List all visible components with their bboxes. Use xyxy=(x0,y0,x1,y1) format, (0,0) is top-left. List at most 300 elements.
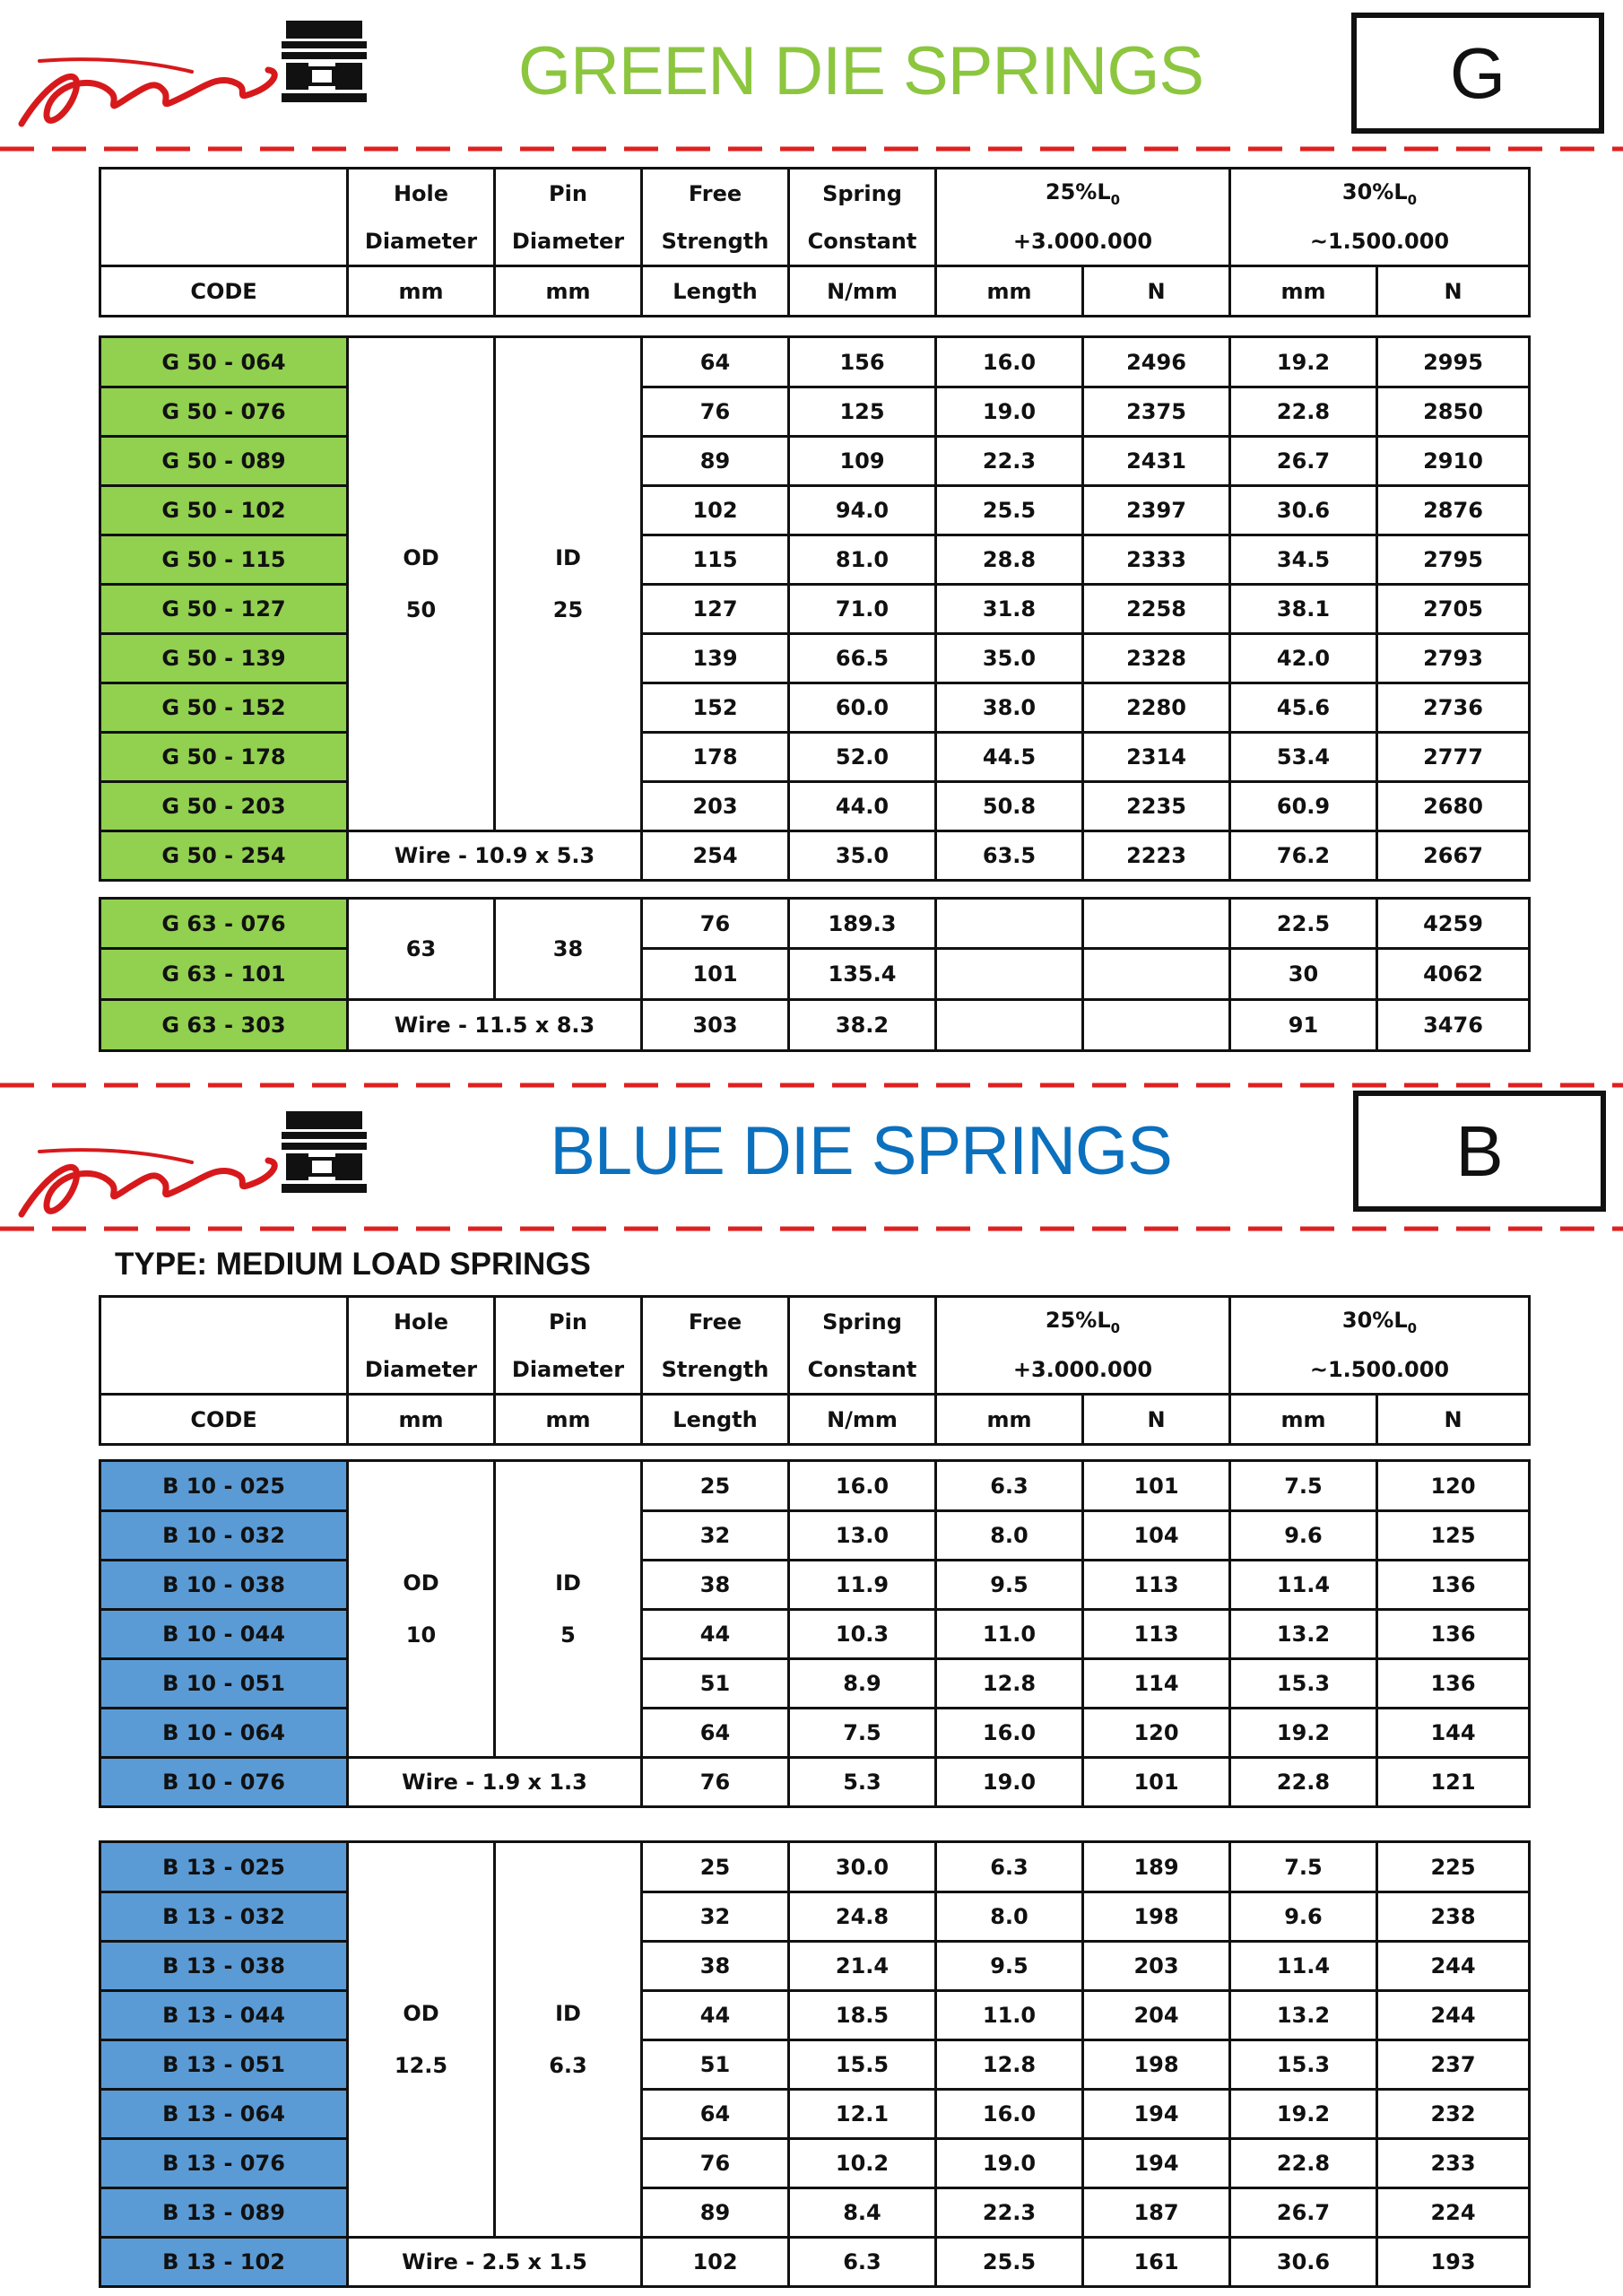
spring-code: G 50 - 089 xyxy=(100,437,348,486)
load-30-n: 233 xyxy=(1377,2139,1530,2188)
b10-table xyxy=(99,1459,1531,1808)
dashed-divider xyxy=(0,1080,1623,1091)
spring-code: G 63 - 076 xyxy=(100,899,348,949)
load-25-n: 104 xyxy=(1083,1511,1230,1561)
table-row xyxy=(100,1991,1530,2040)
load-30-n: 121 xyxy=(1377,1758,1530,1807)
deflection-25-mm xyxy=(936,1000,1083,1051)
free-length: 254 xyxy=(642,831,789,881)
diameter-label: ID xyxy=(555,2001,581,2026)
spring-code: G 50 - 064 xyxy=(100,337,348,387)
spring-code: G 63 - 101 xyxy=(100,949,348,1000)
load-25-n: 2258 xyxy=(1083,585,1230,634)
table-row xyxy=(100,437,1530,486)
pin-diameter xyxy=(495,1461,642,1758)
free-length: 51 xyxy=(642,1659,789,1709)
free-length: 115 xyxy=(642,535,789,585)
load-30-n: 2850 xyxy=(1377,387,1530,437)
wire-size: Wire - 2.5 x 1.5 xyxy=(348,2238,642,2287)
table-row xyxy=(100,585,1530,634)
spring-code: B 13 - 044 xyxy=(100,1991,348,2040)
deflection-30-mm: 45.6 xyxy=(1230,683,1377,733)
spring-constant: 16.0 xyxy=(789,1461,936,1511)
free-length: 64 xyxy=(642,337,789,387)
deflection-25-mm: 19.0 xyxy=(936,1758,1083,1807)
deflection-30-mm: 34.5 xyxy=(1230,535,1377,585)
deflection-25-mm: 22.3 xyxy=(936,2188,1083,2238)
deflection-30-mm: 9.6 xyxy=(1230,1511,1377,1561)
table-row xyxy=(100,486,1530,535)
free-length: 102 xyxy=(642,2238,789,2287)
spring-code: B 10 - 044 xyxy=(100,1610,348,1659)
spring-code: B 10 - 076 xyxy=(100,1758,348,1807)
diameter-value: 25 xyxy=(552,597,584,622)
load-30-n: 2876 xyxy=(1377,486,1530,535)
table-row xyxy=(100,949,1530,1000)
deflection-30-mm: 91 xyxy=(1230,1000,1377,1051)
spring-constant: 6.3 xyxy=(789,2238,936,2287)
spring-constant: 18.5 xyxy=(789,1991,936,2040)
load-25-n: 101 xyxy=(1083,1758,1230,1807)
hole-header: Hole xyxy=(348,1297,495,1346)
load-25-n: 2375 xyxy=(1083,387,1230,437)
load-25-n: 2333 xyxy=(1083,535,1230,585)
hole-diameter xyxy=(348,899,495,1000)
load-30-n: 120 xyxy=(1377,1461,1530,1511)
table-row xyxy=(100,1758,1530,1807)
deflection-25-mm: 12.8 xyxy=(936,2040,1083,2090)
spring-code: G 50 - 178 xyxy=(100,733,348,782)
spring-code: B 10 - 051 xyxy=(100,1659,348,1709)
diameter-value: 12.5 xyxy=(394,2053,448,2078)
deflection-25-mm: 22.3 xyxy=(936,437,1083,486)
spring-code: G 50 - 102 xyxy=(100,486,348,535)
deflection-25-mm: 8.0 xyxy=(936,1511,1083,1561)
deflection-30-mm: 11.4 xyxy=(1230,1942,1377,1991)
load-30-n: 2995 xyxy=(1377,337,1530,387)
brand-logo xyxy=(13,1098,389,1241)
free-length: 25 xyxy=(642,1842,789,1892)
unit: Length xyxy=(642,1395,789,1445)
hole-diameter xyxy=(348,337,495,831)
deflection-30-header: $30\%L_0$ xyxy=(1230,169,1530,218)
spring-code: B 13 - 064 xyxy=(100,2090,348,2139)
spring-constant: 10.3 xyxy=(789,1610,936,1659)
page-title: BLUE DIE SPRINGS xyxy=(550,1113,1172,1189)
diameter-value: 5 xyxy=(560,1622,576,1648)
load-25-n: 203 xyxy=(1083,1942,1230,1991)
table-row xyxy=(100,1000,1530,1051)
deflection-25-mm: 11.0 xyxy=(936,1991,1083,2040)
deflection-30-mm: 38.1 xyxy=(1230,585,1377,634)
free-length: 76 xyxy=(642,899,789,949)
deflection-25-mm: 28.8 xyxy=(936,535,1083,585)
header-blank xyxy=(100,1297,348,1346)
spring-constant: 44.0 xyxy=(789,782,936,831)
table-row xyxy=(100,831,1530,881)
diameter-label: ID xyxy=(555,1570,581,1596)
free-length: 76 xyxy=(642,1758,789,1807)
spring-code: B 13 - 076 xyxy=(100,2139,348,2188)
deflection-25-header: $25\%L_0$ xyxy=(936,1297,1230,1346)
deflection-25-mm: 19.0 xyxy=(936,387,1083,437)
hole-header-2: Diameter xyxy=(348,1345,495,1395)
code-header: CODE xyxy=(100,266,348,317)
spring-constant: 109 xyxy=(789,437,936,486)
cycles-25: +3.000.000 xyxy=(936,217,1230,266)
free-length: 32 xyxy=(642,1892,789,1942)
load-30-n: 244 xyxy=(1377,1991,1530,2040)
deflection-25-mm: 19.0 xyxy=(936,2139,1083,2188)
deflection-25-mm: 35.0 xyxy=(936,634,1083,683)
deflection-30-mm: 13.2 xyxy=(1230,1991,1377,2040)
free-length: 152 xyxy=(642,683,789,733)
spring-code: B 10 - 038 xyxy=(100,1561,348,1610)
load-30-n: 232 xyxy=(1377,2090,1530,2139)
spring-code: G 50 - 139 xyxy=(100,634,348,683)
free-header-2: Strength xyxy=(642,217,789,266)
hole-diameter xyxy=(348,1842,495,2238)
unit: mm xyxy=(348,1395,495,1445)
diameter-label: OD xyxy=(403,2001,439,2026)
deflection-30-mm: 30.6 xyxy=(1230,2238,1377,2287)
spring-constant: 30.0 xyxy=(789,1842,936,1892)
deflection-25-mm: 12.8 xyxy=(936,1659,1083,1709)
brand-logo xyxy=(13,7,389,151)
spring-constant: 52.0 xyxy=(789,733,936,782)
deflection-25-mm xyxy=(936,899,1083,949)
deflection-25-mm: 9.5 xyxy=(936,1561,1083,1610)
load-25-n: 2223 xyxy=(1083,831,1230,881)
free-length: 76 xyxy=(642,2139,789,2188)
table-row xyxy=(100,1511,1530,1561)
deflection-25-mm: 63.5 xyxy=(936,831,1083,881)
table-row xyxy=(100,1561,1530,1610)
series-badge: G xyxy=(1351,13,1604,134)
spring-code: G 50 - 152 xyxy=(100,683,348,733)
load-25-n: 2496 xyxy=(1083,337,1230,387)
diameter-value: 6.3 xyxy=(549,2053,587,2078)
unit: mm xyxy=(936,266,1083,317)
deflection-25-mm: 6.3 xyxy=(936,1461,1083,1511)
die-block-icon xyxy=(282,21,367,102)
load-25-n: 2280 xyxy=(1083,683,1230,733)
deflection-30-mm: 19.2 xyxy=(1230,337,1377,387)
spring-constant: 10.2 xyxy=(789,2139,936,2188)
deflection-25-mm: 50.8 xyxy=(936,782,1083,831)
dashed-divider xyxy=(0,1223,1623,1234)
spring-constant: 38.2 xyxy=(789,1000,936,1051)
spring-code: G 63 - 303 xyxy=(100,1000,348,1051)
wire-size: Wire - 10.9 x 5.3 xyxy=(348,831,642,881)
deflection-30-mm: 11.4 xyxy=(1230,1561,1377,1610)
deflection-30-mm: 22.8 xyxy=(1230,387,1377,437)
table-row xyxy=(100,634,1530,683)
free-length: 76 xyxy=(642,387,789,437)
spring-constant: 7.5 xyxy=(789,1709,936,1758)
diameter-label: OD xyxy=(403,545,439,570)
free-length: 38 xyxy=(642,1942,789,1991)
load-25-n: 161 xyxy=(1083,2238,1230,2287)
free-length: 32 xyxy=(642,1511,789,1561)
table-row xyxy=(100,1461,1530,1511)
deflection-30-mm: 7.5 xyxy=(1230,1461,1377,1511)
deflection-25-mm: 38.0 xyxy=(936,683,1083,733)
free-length: 25 xyxy=(642,1461,789,1511)
spring-header: Spring xyxy=(789,1297,936,1346)
deflection-30-mm: 15.3 xyxy=(1230,2040,1377,2090)
hole-diameter xyxy=(348,1461,495,1758)
free-header: Free xyxy=(642,1297,789,1346)
free-length: 64 xyxy=(642,2090,789,2139)
spring-code: B 13 - 102 xyxy=(100,2238,348,2287)
table-row xyxy=(100,1942,1530,1991)
green-section-header xyxy=(0,0,1623,152)
series-badge: B xyxy=(1353,1091,1606,1212)
load-30-n: 144 xyxy=(1377,1709,1530,1758)
deflection-30-mm: 26.7 xyxy=(1230,2188,1377,2238)
table-row xyxy=(100,337,1530,387)
diameter-value: 38 xyxy=(552,936,584,961)
spring-constant: 94.0 xyxy=(789,486,936,535)
spring-constant: 135.4 xyxy=(789,949,936,1000)
deflection-30-mm: 42.0 xyxy=(1230,634,1377,683)
page-title: GREEN DIE SPRINGS xyxy=(517,33,1204,109)
code-header: CODE xyxy=(100,1395,348,1445)
spring-constant: 81.0 xyxy=(789,535,936,585)
free-length: 89 xyxy=(642,437,789,486)
deflection-30-mm: 30.6 xyxy=(1230,486,1377,535)
table-row xyxy=(100,1709,1530,1758)
table-row xyxy=(100,899,1530,949)
free-length: 64 xyxy=(642,1709,789,1758)
header-blank xyxy=(100,169,348,218)
spring-constant: 35.0 xyxy=(789,831,936,881)
unit: N/mm xyxy=(789,1395,936,1445)
load-25-n: 114 xyxy=(1083,1659,1230,1709)
load-25-n: 187 xyxy=(1083,2188,1230,2238)
pin-header-2: Diameter xyxy=(495,217,642,266)
unit: mm xyxy=(495,1395,642,1445)
spring-constant: 15.5 xyxy=(789,2040,936,2090)
deflection-25-mm: 25.5 xyxy=(936,486,1083,535)
load-25-n: 189 xyxy=(1083,1842,1230,1892)
load-25-n xyxy=(1083,899,1230,949)
table-row xyxy=(100,1842,1530,1892)
blue-section-header xyxy=(0,1091,1623,1243)
deflection-25-mm: 31.8 xyxy=(936,585,1083,634)
load-25-n: 101 xyxy=(1083,1461,1230,1511)
free-length: 102 xyxy=(642,486,789,535)
table-row xyxy=(100,2040,1530,2090)
load-25-n: 2235 xyxy=(1083,782,1230,831)
spring-code: G 50 - 254 xyxy=(100,831,348,881)
unit: Length xyxy=(642,266,789,317)
table-row xyxy=(100,782,1530,831)
load-30-n: 136 xyxy=(1377,1659,1530,1709)
deflection-30-header: $30\%L_0$ xyxy=(1230,1297,1530,1346)
spring-code: B 10 - 064 xyxy=(100,1709,348,1758)
load-30-n: 2705 xyxy=(1377,585,1530,634)
unit: mm xyxy=(495,266,642,317)
spring-constant: 11.9 xyxy=(789,1561,936,1610)
table-row xyxy=(100,1892,1530,1942)
table-row xyxy=(100,535,1530,585)
free-length: 51 xyxy=(642,2040,789,2090)
deflection-30-mm: 22.8 xyxy=(1230,2139,1377,2188)
diameter-value: 50 xyxy=(405,597,437,622)
pin-header: Pin xyxy=(495,169,642,218)
wire-size: Wire - 11.5 x 8.3 xyxy=(348,1000,642,1051)
load-30-n: 224 xyxy=(1377,2188,1530,2238)
table-row xyxy=(100,733,1530,782)
load-30-n: 237 xyxy=(1377,2040,1530,2090)
g50-table xyxy=(99,335,1531,882)
deflection-25-mm: 16.0 xyxy=(936,2090,1083,2139)
wire-size: Wire - 1.9 x 1.3 xyxy=(348,1758,642,1807)
spring-constant: 71.0 xyxy=(789,585,936,634)
table-row xyxy=(100,2188,1530,2238)
free-header: Free xyxy=(642,169,789,218)
cycles-30: ~1.500.000 xyxy=(1230,217,1530,266)
deflection-30-mm: 53.4 xyxy=(1230,733,1377,782)
diameter-label: ID xyxy=(555,545,581,570)
deflection-30-mm: 30 xyxy=(1230,949,1377,1000)
deflection-25-mm: 16.0 xyxy=(936,1709,1083,1758)
free-length: 44 xyxy=(642,1991,789,2040)
table-row xyxy=(100,1610,1530,1659)
unit: N xyxy=(1083,1395,1230,1445)
load-25-n: 198 xyxy=(1083,2040,1230,2090)
unit: N xyxy=(1083,266,1230,317)
spring-constant: 125 xyxy=(789,387,936,437)
load-type-subtitle: TYPE: MEDIUM LOAD SPRINGS xyxy=(115,1247,591,1282)
pin-diameter xyxy=(495,1842,642,2238)
load-30-n: 4259 xyxy=(1377,899,1530,949)
deflection-25-mm: 6.3 xyxy=(936,1842,1083,1892)
load-30-n: 4062 xyxy=(1377,949,1530,1000)
pin-diameter xyxy=(495,899,642,1000)
unit: mm xyxy=(1230,1395,1377,1445)
cycles-30: ~1.500.000 xyxy=(1230,1345,1530,1395)
spring-constant: 8.9 xyxy=(789,1659,936,1709)
load-30-n: 2680 xyxy=(1377,782,1530,831)
load-30-n: 244 xyxy=(1377,1942,1530,1991)
load-25-n: 194 xyxy=(1083,2139,1230,2188)
spring-constant: 12.1 xyxy=(789,2090,936,2139)
deflection-25-mm: 16.0 xyxy=(936,337,1083,387)
b13-table xyxy=(99,1840,1531,2288)
load-25-n: 204 xyxy=(1083,1991,1230,2040)
deflection-25-header: $25\%L_0$ xyxy=(936,169,1230,218)
deflection-30-mm: 60.9 xyxy=(1230,782,1377,831)
table-row xyxy=(100,387,1530,437)
table-row xyxy=(100,2238,1530,2287)
spring-code: G 50 - 203 xyxy=(100,782,348,831)
deflection-30-mm: 19.2 xyxy=(1230,2090,1377,2139)
spring-code: B 13 - 038 xyxy=(100,1942,348,1991)
load-25-n: 198 xyxy=(1083,1892,1230,1942)
spring-code: B 13 - 032 xyxy=(100,1892,348,1942)
spring-constant: 5.3 xyxy=(789,1758,936,1807)
load-30-n: 2795 xyxy=(1377,535,1530,585)
pin-diameter xyxy=(495,337,642,831)
free-header-2: Strength xyxy=(642,1345,789,1395)
deflection-25-mm: 44.5 xyxy=(936,733,1083,782)
deflection-25-mm: 11.0 xyxy=(936,1610,1083,1659)
dashed-divider xyxy=(0,144,1623,154)
spring-header-2: Constant xyxy=(789,217,936,266)
deflection-25-mm: 25.5 xyxy=(936,2238,1083,2287)
spring-code: B 10 - 025 xyxy=(100,1461,348,1511)
unit: N xyxy=(1377,1395,1530,1445)
spring-code: B 13 - 089 xyxy=(100,2188,348,2238)
free-length: 89 xyxy=(642,2188,789,2238)
diameter-value: 63 xyxy=(405,936,437,961)
blue-spring-table xyxy=(99,1295,1531,1446)
spring-constant: 21.4 xyxy=(789,1942,936,1991)
cycles-25: +3.000.000 xyxy=(936,1345,1230,1395)
free-length: 127 xyxy=(642,585,789,634)
load-25-n: 113 xyxy=(1083,1561,1230,1610)
spring-code: B 13 - 025 xyxy=(100,1842,348,1892)
load-25-n xyxy=(1083,949,1230,1000)
table-row xyxy=(100,2090,1530,2139)
spring-code: G 50 - 076 xyxy=(100,387,348,437)
free-length: 139 xyxy=(642,634,789,683)
spring-code: G 50 - 115 xyxy=(100,535,348,585)
diameter-label: OD xyxy=(403,1570,439,1596)
deflection-30-mm: 7.5 xyxy=(1230,1842,1377,1892)
load-30-n: 136 xyxy=(1377,1610,1530,1659)
load-30-n: 2667 xyxy=(1377,831,1530,881)
free-length: 178 xyxy=(642,733,789,782)
diameter-value: 10 xyxy=(405,1622,437,1648)
spring-constant: 66.5 xyxy=(789,634,936,683)
load-30-n: 125 xyxy=(1377,1511,1530,1561)
load-30-n: 225 xyxy=(1377,1842,1530,1892)
load-30-n: 2777 xyxy=(1377,733,1530,782)
load-25-n: 2397 xyxy=(1083,486,1230,535)
load-25-n: 2314 xyxy=(1083,733,1230,782)
die-block-icon xyxy=(282,1111,367,1193)
load-30-n: 193 xyxy=(1377,2238,1530,2287)
load-30-n: 2793 xyxy=(1377,634,1530,683)
free-length: 44 xyxy=(642,1610,789,1659)
header-blank xyxy=(100,1345,348,1395)
free-length: 203 xyxy=(642,782,789,831)
deflection-25-mm: 9.5 xyxy=(936,1942,1083,1991)
load-25-n: 194 xyxy=(1083,2090,1230,2139)
deflection-30-mm: 76.2 xyxy=(1230,831,1377,881)
table-row xyxy=(100,683,1530,733)
spring-header-2: Constant xyxy=(789,1345,936,1395)
load-25-n: 120 xyxy=(1083,1709,1230,1758)
deflection-30-mm: 15.3 xyxy=(1230,1659,1377,1709)
green-spring-table xyxy=(99,167,1531,317)
table-row xyxy=(100,1659,1530,1709)
unit: mm xyxy=(936,1395,1083,1445)
deflection-30-mm: 22.8 xyxy=(1230,1758,1377,1807)
spring-constant: 24.8 xyxy=(789,1892,936,1942)
spring-constant: 189.3 xyxy=(789,899,936,949)
spring-code: G 50 - 127 xyxy=(100,585,348,634)
load-25-n: 2328 xyxy=(1083,634,1230,683)
header-blank xyxy=(100,217,348,266)
load-25-n: 2431 xyxy=(1083,437,1230,486)
free-length: 38 xyxy=(642,1561,789,1610)
spring-constant: 156 xyxy=(789,337,936,387)
